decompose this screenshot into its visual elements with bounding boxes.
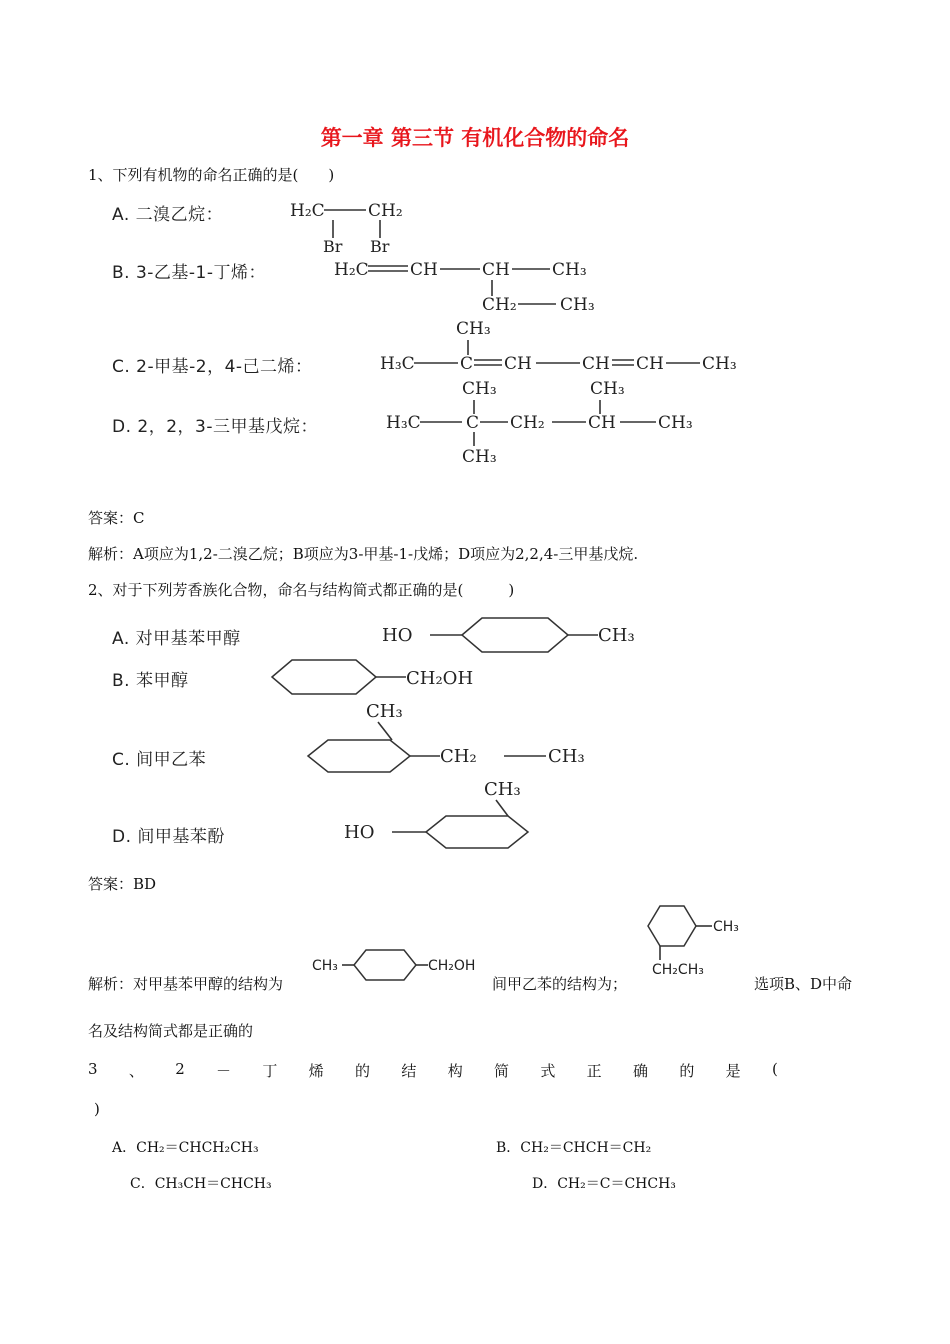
formula-ch3: CH₃ [658, 413, 693, 433]
formula-ho: HO [382, 625, 413, 646]
formula-ch3: CH₃ [598, 625, 635, 646]
formula-ch3: CH₃ [590, 379, 625, 399]
q1-structure-b [334, 260, 595, 315]
q1-analysis: 解析：A项应为1,2-二溴乙烷；B项应为3-甲基-1-戊烯；D项应为2,2,4-三甲基戊烷. [88, 545, 639, 563]
formula-ch: CH [582, 354, 610, 374]
formula-ch3: CH₃ [713, 919, 739, 935]
q2-analysis-part-1: 解析：对甲基苯甲醇的结构为 [88, 975, 284, 993]
question-3-stem [88, 1060, 778, 1081]
formula-ch: CH [482, 260, 510, 280]
q3-stem-tail: ) [94, 1100, 100, 1118]
q1-structure-a [290, 201, 403, 256]
formula-ch2oh: CH₂OH [406, 668, 474, 689]
formula-h3c: H₃C [380, 354, 415, 374]
formula-ch3: CH₃ [456, 319, 491, 339]
formula-ch3: CH₃ [462, 379, 497, 399]
page-title: 第一章 第三节 有机化合物的命名 [320, 126, 630, 150]
q2-option-b-label: B. 苯甲醇 [112, 671, 189, 691]
q1-structure-c [380, 319, 737, 374]
formula-ch2: CH₂ [440, 746, 477, 767]
formula-ch3: CH₃ [484, 779, 521, 800]
formula-c: C [466, 413, 480, 433]
q2-structure-b [272, 660, 473, 694]
formula-ch3: CH₃ [702, 354, 737, 374]
q3-option-a: A．CH₂＝CHCH₂CH₃ [112, 1140, 259, 1156]
formula-ch3: CH₃ [560, 295, 595, 315]
formula-ch2: CH₂ [510, 413, 545, 433]
formula-ch3: CH₃ [462, 447, 497, 467]
q3-stem-char: 式 [540, 1062, 556, 1080]
analysis-structure-2 [648, 906, 739, 978]
q3-option-b: B．CH₂＝CHCH＝CH₂ [496, 1140, 652, 1156]
q3-stem-char: 、 [128, 1062, 144, 1080]
q2-structure-d [344, 779, 528, 848]
q2-structure-c [308, 701, 585, 772]
q2-option-a-label: A. 对甲基苯甲醇 [112, 629, 241, 649]
formula-ch: CH [636, 354, 664, 374]
q2-structure-a [382, 618, 635, 652]
q3-stem-char: 简 [494, 1062, 510, 1080]
q3-stem-char: 3 [88, 1060, 98, 1078]
q3-option-c: C．CH₃CH＝CHCH₃ [130, 1176, 272, 1192]
formula-h2c: H₂C [334, 260, 369, 280]
formula-ho: HO [344, 822, 375, 843]
question-1-stem: 1、下列有机物的命名正确的是( ) [88, 166, 335, 184]
formula-ch2ch3: CH₂CH₃ [652, 962, 704, 978]
formula-ch: CH [504, 354, 532, 374]
formula-h3c: H₃C [386, 413, 421, 433]
q3-stem-char: 结 [401, 1062, 417, 1080]
formula-ch2oh: CH₂OH [428, 958, 476, 974]
q3-stem-char: 2 [175, 1060, 185, 1078]
q3-option-d: D．CH₂＝C＝CHCH₃ [532, 1176, 676, 1192]
formula-ch3: CH₃ [366, 701, 403, 722]
analysis-structure-1 [312, 950, 475, 980]
q3-stem-char: 的 [679, 1062, 695, 1080]
formula-ch3: CH₃ [552, 260, 587, 280]
q3-stem-char: 的 [355, 1062, 371, 1080]
q3-stem-char: 构 [447, 1062, 463, 1080]
q2-analysis-part-3: 选项B、D中命 [754, 975, 853, 993]
formula-ch: CH [410, 260, 438, 280]
q2-option-d-label: D. 间甲基苯酚 [112, 827, 225, 847]
formula-ch3: CH₃ [548, 746, 585, 767]
q3-stem-char: 是 [725, 1062, 741, 1080]
q1-option-d-label: D. 2，2，3-三甲基戊烷： [112, 417, 318, 437]
formula-h2c: H₂C [290, 201, 325, 221]
q1-answer: 答案：C [88, 509, 145, 527]
formula-ch: CH [588, 413, 616, 433]
formula-br: Br [370, 237, 390, 256]
q1-option-b-label: B. 3-乙基-1-丁烯： [112, 263, 267, 283]
formula-ch2: CH₂ [368, 201, 403, 221]
q3-stem-char: 丁 [262, 1062, 278, 1080]
q1-option-a-label: A. 二溴乙烷： [112, 205, 224, 225]
question-2-stem: 2、对于下列芳香族化合物，命名与结构简式都正确的是( ) [88, 581, 515, 599]
q3-stem-char: 确 [633, 1062, 649, 1080]
q2-analysis-part-4: 名及结构简式都是正确的 [88, 1022, 254, 1040]
q3-stem-char: － [216, 1062, 232, 1080]
q3-stem-char: ( [771, 1060, 778, 1078]
q1-structure-d [386, 379, 693, 467]
q3-stem-char: 烯 [308, 1062, 324, 1080]
q3-stem-char: 正 [586, 1062, 602, 1080]
q2-analysis-part-2: 间甲乙苯的结构为； [492, 975, 628, 993]
formula-c: C [460, 354, 474, 374]
q2-option-c-label: C. 间甲乙苯 [112, 750, 207, 770]
formula-ch2: CH₂ [482, 295, 517, 315]
q2-answer: 答案：BD [88, 875, 157, 893]
formula-ch3: CH₃ [312, 958, 338, 974]
q1-option-c-label: C. 2-甲基-2，4-己二烯： [112, 357, 313, 377]
formula-br: Br [323, 237, 343, 256]
